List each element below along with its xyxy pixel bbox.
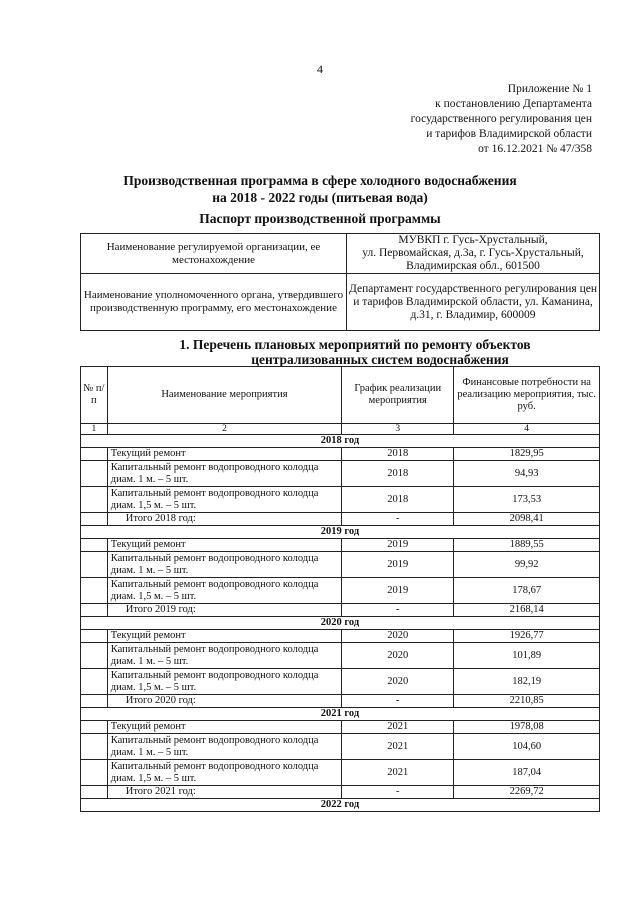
total-label: Итого 2019 год: bbox=[107, 604, 341, 617]
table-row bbox=[81, 552, 600, 578]
table-row bbox=[81, 669, 600, 695]
row-finance: 1829,95 bbox=[454, 448, 600, 461]
row-num bbox=[81, 578, 108, 604]
row-finance: 101,89 bbox=[454, 643, 600, 669]
row-finance: 173,53 bbox=[454, 487, 600, 513]
passport-value-line: Владимирская обл., 601500 bbox=[406, 260, 540, 272]
passport-title: Паспорт производственной программы bbox=[199, 211, 441, 226]
appendix-header bbox=[332, 82, 592, 157]
index-cell: 4 bbox=[454, 424, 600, 435]
total-value: 2168,14 bbox=[454, 604, 600, 617]
index-cell: 1 bbox=[81, 424, 108, 435]
table-row bbox=[81, 448, 600, 461]
table-row bbox=[81, 734, 600, 760]
total-schedule: - bbox=[342, 695, 454, 708]
index-cell: 2 bbox=[107, 424, 341, 435]
row-name: Текущий ремонт bbox=[107, 630, 341, 643]
row-finance: 1978,08 bbox=[454, 721, 600, 734]
row-name: Капитальный ремонт водопроводного колодца диам. 1 м. – 5 шт. bbox=[107, 552, 341, 578]
row-num bbox=[81, 786, 108, 799]
year-label: 2018 год bbox=[81, 435, 600, 448]
row-schedule: 2018 bbox=[342, 448, 454, 461]
year-row bbox=[81, 708, 600, 721]
row-name: Текущий ремонт bbox=[107, 721, 341, 734]
measures-table bbox=[80, 366, 600, 812]
total-value: 2269,72 bbox=[454, 786, 600, 799]
passport-value-line: ул. Первомайская, д.3а, г. Гусь-Хрустальный, bbox=[362, 247, 584, 259]
row-schedule: 2021 bbox=[342, 721, 454, 734]
row-finance: 1926,77 bbox=[454, 630, 600, 643]
year-label: 2022 год bbox=[81, 799, 600, 812]
row-num bbox=[81, 669, 108, 695]
row-num bbox=[81, 721, 108, 734]
row-name: Капитальный ремонт водопроводного колодца диам. 1 м. – 5 шт. bbox=[107, 734, 341, 760]
row-name: Текущий ремонт bbox=[107, 539, 341, 552]
header-finance: Финансовые потребности на реализацию мероприятия, тыс. руб. bbox=[454, 367, 600, 424]
total-label: Итого 2021 год: bbox=[107, 786, 341, 799]
row-name: Капитальный ремонт водопроводного колодца диам. 1,5 м. – 5 шт. bbox=[107, 578, 341, 604]
year-label: 2019 год bbox=[81, 526, 600, 539]
row-schedule: 2020 bbox=[342, 669, 454, 695]
total-row bbox=[81, 604, 600, 617]
table-row bbox=[81, 539, 600, 552]
row-num bbox=[81, 643, 108, 669]
header-num: № п/п bbox=[81, 367, 108, 424]
row-finance: 178,67 bbox=[454, 578, 600, 604]
row-finance: 99,92 bbox=[454, 552, 600, 578]
row-schedule: 2019 bbox=[342, 578, 454, 604]
row-name: Капитальный ремонт водопроводного колодца диам. 1,5 м. – 5 шт. bbox=[107, 760, 341, 786]
row-finance: 94,93 bbox=[454, 461, 600, 487]
index-cell: 3 bbox=[342, 424, 454, 435]
row-name: Текущий ремонт bbox=[107, 448, 341, 461]
row-schedule: 2020 bbox=[342, 630, 454, 643]
table-row bbox=[81, 760, 600, 786]
section-title-line: централизованных систем водоснабжения bbox=[251, 352, 509, 367]
header-name: Наименование мероприятия bbox=[107, 367, 341, 424]
appendix-line: Приложение № 1 bbox=[507, 83, 592, 95]
section-title-line: 1. Перечень плановых мероприятий по ремонту объектов bbox=[179, 337, 531, 352]
table-header-row bbox=[81, 367, 600, 424]
table-row bbox=[81, 643, 600, 669]
row-num bbox=[81, 513, 108, 526]
row-num bbox=[81, 552, 108, 578]
row-finance: 182,19 bbox=[454, 669, 600, 695]
row-name: Капитальный ремонт водопроводного колодца диам. 1 м. – 5 шт. bbox=[107, 643, 341, 669]
year-row bbox=[81, 526, 600, 539]
row-num bbox=[81, 695, 108, 708]
passport-table bbox=[80, 233, 600, 331]
passport-value: Департамент государственного регулирования цен и тарифов Владимирской области, ул. Каманина, д.31, г. Владимир, 600009 bbox=[347, 274, 600, 331]
passport-row bbox=[81, 274, 600, 331]
row-schedule: 2021 bbox=[342, 760, 454, 786]
row-finance: 1889,55 bbox=[454, 539, 600, 552]
row-name: Капитальный ремонт водопроводного колодца диам. 1,5 м. – 5 шт. bbox=[107, 487, 341, 513]
row-num bbox=[81, 539, 108, 552]
total-label: Итого 2020 год: bbox=[107, 695, 341, 708]
row-schedule: 2018 bbox=[342, 461, 454, 487]
row-finance: 104,60 bbox=[454, 734, 600, 760]
row-schedule: 2019 bbox=[342, 539, 454, 552]
appendix-line: государственного регулирования цен bbox=[410, 113, 592, 125]
table-index-row bbox=[81, 424, 600, 435]
document-title bbox=[0, 172, 640, 206]
passport-value-line: МУВКП г. Гусь-Хрустальный, bbox=[398, 234, 548, 246]
row-finance: 187,04 bbox=[454, 760, 600, 786]
passport-row bbox=[81, 234, 600, 274]
appendix-line: и тарифов Владимирской области bbox=[426, 128, 592, 140]
total-label: Итого 2018 год: bbox=[107, 513, 341, 526]
total-row bbox=[81, 513, 600, 526]
appendix-line: к постановлению Департамента bbox=[435, 98, 592, 110]
passport-value bbox=[347, 234, 600, 274]
row-schedule: 2020 bbox=[342, 643, 454, 669]
total-value: 2210,85 bbox=[454, 695, 600, 708]
title-line: на 2018 - 2022 годы (питьевая вода) bbox=[212, 190, 428, 205]
passport-label: Наименование регулируемой организации, ее местонахождение bbox=[81, 234, 347, 274]
year-row bbox=[81, 799, 600, 812]
row-num bbox=[81, 734, 108, 760]
row-schedule: 2019 bbox=[342, 552, 454, 578]
row-num bbox=[81, 604, 108, 617]
total-schedule: - bbox=[342, 786, 454, 799]
row-name: Капитальный ремонт водопроводного колодца диам. 1,5 м. – 5 шт. bbox=[107, 669, 341, 695]
year-label: 2020 год bbox=[81, 617, 600, 630]
year-label: 2021 год bbox=[81, 708, 600, 721]
row-schedule: 2021 bbox=[342, 734, 454, 760]
total-schedule: - bbox=[342, 513, 454, 526]
section-title bbox=[0, 337, 640, 367]
title-line: Производственная программа в сфере холодного водоснабжения bbox=[123, 173, 517, 188]
row-num bbox=[81, 448, 108, 461]
total-row bbox=[81, 695, 600, 708]
table-row bbox=[81, 630, 600, 643]
total-row bbox=[81, 786, 600, 799]
row-schedule: 2018 bbox=[342, 487, 454, 513]
year-row bbox=[81, 617, 600, 630]
header-schedule: График реализации мероприятия bbox=[342, 367, 454, 424]
row-num bbox=[81, 487, 108, 513]
appendix-line: от 16.12.2021 № 47/358 bbox=[478, 143, 592, 155]
table-row bbox=[81, 721, 600, 734]
passport-label: Наименование уполномоченного органа, утвердившего производственную программу, его местонахождение bbox=[81, 274, 347, 331]
total-schedule: - bbox=[342, 604, 454, 617]
total-value: 2098,41 bbox=[454, 513, 600, 526]
table-row bbox=[81, 487, 600, 513]
table-row bbox=[81, 461, 600, 487]
row-num bbox=[81, 630, 108, 643]
row-num bbox=[81, 461, 108, 487]
page-number: 4 bbox=[317, 62, 323, 76]
row-name: Капитальный ремонт водопроводного колодца диам. 1 м. – 5 шт. bbox=[107, 461, 341, 487]
table-row bbox=[81, 578, 600, 604]
year-row bbox=[81, 435, 600, 448]
row-num bbox=[81, 760, 108, 786]
